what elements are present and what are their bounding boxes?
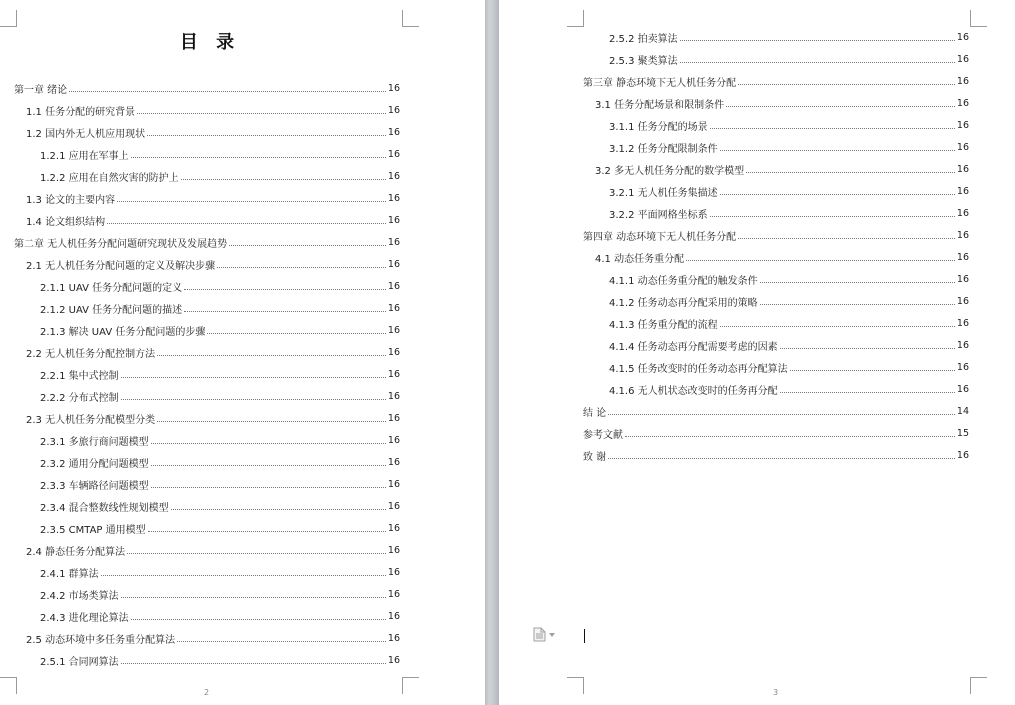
toc-leader-dots — [148, 531, 386, 532]
toc-entry-page: 16 — [956, 295, 969, 307]
toc-leader-dots — [184, 289, 386, 290]
document-page-left — [0, 0, 485, 705]
toc-leader-dots — [680, 62, 955, 63]
toc-leader-dots — [608, 458, 955, 459]
toc-entry[interactable] — [14, 561, 400, 583]
paste-options-button[interactable] — [533, 627, 555, 642]
toc-entry[interactable] — [14, 319, 400, 341]
toc-entry-label: 2.5 动态环境中多任务重分配算法 — [26, 634, 176, 646]
toc-entry-label: 2.4.2 市场类算法 — [40, 590, 119, 602]
toc-entry-page: 16 — [387, 170, 400, 182]
toc-entry-label: 2.3.4 混合整数线性规划模型 — [40, 502, 169, 514]
toc-leader-dots — [680, 40, 955, 41]
toc-leader-dots — [131, 619, 386, 620]
toc-entry-page: 16 — [387, 610, 400, 622]
dropdown-arrow-icon — [549, 633, 555, 637]
toc-leader-dots — [69, 91, 386, 92]
margin-corner-bottom-right — [970, 677, 987, 694]
toc-entry-page: 16 — [387, 236, 400, 248]
toc-entry-label: 2.3.3 车辆路径问题模型 — [40, 480, 149, 492]
toc-leader-dots — [101, 575, 386, 576]
toc-entry-label: 2.4.3 进化理论算法 — [40, 612, 129, 624]
toc-entry[interactable] — [14, 517, 400, 539]
toc-entry-page: 16 — [956, 273, 969, 285]
toc-leader-dots — [151, 487, 386, 488]
toc-leader-dots — [760, 304, 955, 305]
toc-entry-page: 16 — [387, 544, 400, 556]
toc-entry-page: 16 — [956, 97, 969, 109]
toc-entry-page: 16 — [956, 119, 969, 131]
toc-entry-label: 1.2.1 应用在军事上 — [40, 150, 129, 162]
toc-list-left — [14, 77, 400, 671]
toc-entry[interactable] — [583, 422, 969, 444]
toc-entry[interactable] — [14, 473, 400, 495]
toc-entry[interactable] — [14, 363, 400, 385]
toc-entry-label: 2.3.2 通用分配问题模型 — [40, 458, 149, 470]
page-number-right: 3 — [773, 688, 779, 697]
toc-entry-page: 16 — [387, 500, 400, 512]
toc-entry-page: 16 — [956, 383, 969, 395]
toc-entry-label: 2.4.1 群算法 — [40, 568, 99, 580]
toc-leader-dots — [127, 553, 386, 554]
toc-entry-label: 2.5.1 合同网算法 — [40, 656, 119, 668]
toc-entry[interactable] — [14, 385, 400, 407]
toc-entry-page: 16 — [387, 214, 400, 226]
toc-leader-dots — [121, 663, 386, 664]
toc-entry-page: 16 — [387, 654, 400, 666]
toc-entry-label: 4.1.6 无人机状态改变时的任务再分配 — [609, 385, 778, 397]
toc-entry-page: 16 — [387, 82, 400, 94]
toc-entry[interactable] — [14, 495, 400, 517]
toc-leader-dots — [157, 421, 386, 422]
toc-entry[interactable] — [14, 231, 400, 253]
toc-leader-dots — [720, 326, 955, 327]
toc-leader-dots — [177, 641, 386, 642]
toc-entry-page: 16 — [956, 185, 969, 197]
toc-entry-label: 3.1.2 任务分配限制条件 — [609, 143, 718, 155]
toc-entry-label: 2.1.2 UAV 任务分配问题的描述 — [40, 304, 183, 316]
toc-entry[interactable] — [14, 99, 400, 121]
toc-entry-label: 第四章 动态环境下无人机任务分配 — [583, 231, 737, 243]
toc-entry-label: 2.3.1 多旅行商问题模型 — [40, 436, 149, 448]
toc-entry[interactable] — [14, 165, 400, 187]
toc-title: 目 录 — [179, 32, 241, 53]
toc-leader-dots — [121, 377, 386, 378]
margin-corner-bottom-right — [402, 677, 419, 694]
toc-leader-dots — [625, 436, 955, 437]
toc-entry-label: 2.1.1 UAV 任务分配问题的定义 — [40, 282, 183, 294]
toc-entry[interactable] — [583, 114, 969, 136]
toc-leader-dots — [107, 223, 386, 224]
toc-entry-page: 16 — [387, 126, 400, 138]
toc-leader-dots — [780, 348, 955, 349]
toc-entry-page: 16 — [956, 53, 969, 65]
toc-leader-dots — [710, 216, 955, 217]
toc-entry-page: 16 — [387, 302, 400, 314]
toc-entry[interactable] — [583, 224, 969, 246]
toc-entry[interactable] — [14, 209, 400, 231]
toc-entry[interactable] — [14, 187, 400, 209]
toc-leader-dots — [720, 194, 955, 195]
toc-entry-label: 3.2.2 平面网格坐标系 — [609, 209, 708, 221]
toc-entry[interactable] — [14, 429, 400, 451]
toc-entry[interactable] — [14, 341, 400, 363]
toc-entry[interactable] — [14, 253, 400, 275]
toc-entry-page: 16 — [387, 368, 400, 380]
toc-entry[interactable] — [14, 451, 400, 473]
toc-entry[interactable] — [14, 297, 400, 319]
toc-leader-dots — [790, 370, 955, 371]
toc-entry-label: 2.2 无人机任务分配控制方法 — [26, 348, 156, 360]
toc-entry-label: 2.1 无人机任务分配问题的定义及解决步骤 — [26, 260, 216, 272]
margin-corner-bottom-left — [567, 677, 584, 694]
margin-corner-top-right — [402, 10, 419, 27]
toc-leader-dots — [171, 509, 386, 510]
document-page-right — [499, 0, 1015, 705]
toc-entry-label: 1.2.2 应用在自然灾害的防护上 — [40, 172, 179, 184]
toc-entry-label: 致 谢 — [583, 451, 607, 463]
toc-entry-page: 16 — [956, 31, 969, 43]
toc-leader-dots — [229, 245, 386, 246]
toc-entry-label: 第三章 静态环境下无人机任务分配 — [583, 77, 737, 89]
toc-entry[interactable] — [583, 180, 969, 202]
toc-entry-page: 15 — [956, 427, 969, 439]
toc-entry[interactable] — [14, 605, 400, 627]
toc-entry-page: 16 — [387, 456, 400, 468]
toc-leader-dots — [151, 443, 386, 444]
margin-corner-top-left — [567, 10, 584, 27]
toc-entry-page: 16 — [956, 251, 969, 263]
toc-leader-dots — [217, 267, 386, 268]
toc-entry[interactable] — [14, 143, 400, 165]
toc-entry-label: 2.3.5 CMTAP 通用模型 — [40, 524, 146, 536]
toc-leader-dots — [121, 597, 386, 598]
toc-entry-label: 4.1.4 任务动态再分配需要考虑的因素 — [609, 341, 778, 353]
toc-leader-dots — [746, 172, 955, 173]
toc-entry[interactable] — [14, 275, 400, 297]
toc-entry-page: 16 — [956, 229, 969, 241]
toc-entry-label: 1.1 任务分配的研究背景 — [26, 106, 136, 118]
toc-leader-dots — [137, 113, 386, 114]
toc-leader-dots — [686, 260, 955, 261]
toc-entry[interactable] — [583, 70, 969, 92]
toc-entry-label: 3.1 任务分配场景和限制条件 — [595, 99, 725, 111]
toc-leader-dots — [608, 414, 955, 415]
toc-entry[interactable] — [583, 268, 969, 290]
toc-entry-page: 16 — [956, 449, 969, 461]
toc-leader-dots — [121, 399, 386, 400]
toc-entry[interactable] — [14, 539, 400, 561]
toc-entry[interactable] — [583, 334, 969, 356]
toc-leader-dots — [207, 333, 386, 334]
toc-entry-page: 16 — [956, 207, 969, 219]
toc-entry[interactable] — [583, 400, 969, 422]
toc-entry-page: 16 — [956, 317, 969, 329]
toc-entry-page: 16 — [956, 361, 969, 373]
toc-entry-page: 16 — [956, 163, 969, 175]
toc-entry-label: 4.1 动态任务重分配 — [595, 253, 685, 265]
toc-entry-label: 2.5.2 拍卖算法 — [609, 33, 678, 45]
toc-entry-label: 4.1.3 任务重分配的流程 — [609, 319, 718, 331]
toc-entry[interactable] — [583, 246, 969, 268]
toc-entry-page: 16 — [956, 339, 969, 351]
toc-entry[interactable] — [14, 77, 400, 99]
toc-leader-dots — [117, 201, 386, 202]
toc-leader-dots — [760, 282, 955, 283]
toc-leader-dots — [738, 84, 955, 85]
toc-entry-page: 14 — [956, 405, 969, 417]
toc-leader-dots — [780, 392, 955, 393]
toc-entry-label: 结 论 — [583, 407, 607, 419]
toc-leader-dots — [184, 311, 386, 312]
toc-entry-label: 4.1.2 任务动态再分配采用的策略 — [609, 297, 758, 309]
toc-entry-page: 16 — [387, 566, 400, 578]
toc-entry[interactable] — [14, 627, 400, 649]
toc-entry-label: 2.1.3 解决 UAV 任务分配问题的步骤 — [40, 326, 206, 338]
toc-entry[interactable] — [583, 202, 969, 224]
toc-entry[interactable] — [583, 136, 969, 158]
toc-leader-dots — [181, 179, 386, 180]
toc-leader-dots — [726, 106, 955, 107]
toc-list-right — [583, 26, 969, 466]
toc-entry-label: 2.3 无人机任务分配模型分类 — [26, 414, 156, 426]
page-number-left: 2 — [204, 688, 210, 697]
toc-entry-page: 16 — [387, 148, 400, 160]
toc-entry-page: 16 — [387, 478, 400, 490]
toc-entry-page: 16 — [387, 434, 400, 446]
toc-leader-dots — [157, 355, 386, 356]
page-divider — [485, 0, 499, 705]
toc-entry-label: 2.5.3 聚类算法 — [609, 55, 678, 67]
toc-leader-dots — [710, 128, 955, 129]
toc-entry-label: 第二章 无人机任务分配问题研究现状及发展趋势 — [14, 238, 228, 250]
toc-entry-page: 16 — [387, 104, 400, 116]
toc-leader-dots — [720, 150, 955, 151]
toc-entry-page: 16 — [387, 522, 400, 534]
toc-entry-label: 3.2 多无人机任务分配的数学模型 — [595, 165, 745, 177]
toc-entry[interactable] — [583, 26, 969, 48]
toc-entry[interactable] — [14, 649, 400, 671]
toc-entry-label: 第一章 绪论 — [14, 84, 68, 96]
toc-entry[interactable] — [583, 356, 969, 378]
margin-corner-bottom-left — [0, 677, 17, 694]
toc-entry[interactable] — [14, 121, 400, 143]
toc-entry-label: 参考文献 — [583, 429, 623, 441]
toc-entry[interactable] — [583, 48, 969, 70]
toc-entry-label: 4.1.1 动态任务重分配的触发条件 — [609, 275, 758, 287]
toc-entry[interactable] — [14, 583, 400, 605]
toc-entry-label: 2.4 静态任务分配算法 — [26, 546, 126, 558]
toc-entry-page: 16 — [387, 632, 400, 644]
toc-entry-page: 16 — [956, 75, 969, 87]
toc-entry-page: 16 — [387, 346, 400, 358]
margin-corner-top-left — [0, 10, 17, 27]
toc-entry-page: 16 — [387, 390, 400, 402]
toc-entry-page: 16 — [387, 412, 400, 424]
toc-entry-label: 3.2.1 无人机任务集描述 — [609, 187, 718, 199]
toc-leader-dots — [131, 157, 386, 158]
toc-entry[interactable] — [583, 444, 969, 466]
toc-entry-page: 16 — [387, 192, 400, 204]
toc-entry[interactable] — [583, 92, 969, 114]
toc-entry-label: 1.2 国内外无人机应用现状 — [26, 128, 146, 140]
toc-entry[interactable] — [583, 158, 969, 180]
toc-entry-page: 16 — [387, 324, 400, 336]
toc-entry-label: 1.3 论文的主要内容 — [26, 194, 116, 206]
toc-entry-label: 2.2.1 集中式控制 — [40, 370, 119, 382]
toc-leader-dots — [147, 135, 386, 136]
toc-entry-label: 4.1.5 任务改变时的任务动态再分配算法 — [609, 363, 788, 375]
toc-entry-page: 16 — [387, 258, 400, 270]
toc-entry-label: 3.1.1 任务分配的场景 — [609, 121, 708, 133]
toc-entry-page: 16 — [387, 588, 400, 600]
toc-leader-dots — [738, 238, 955, 239]
toc-entry[interactable] — [583, 290, 969, 312]
toc-entry[interactable] — [583, 312, 969, 334]
toc-leader-dots — [151, 465, 386, 466]
text-cursor — [584, 629, 585, 643]
toc-entry-page: 16 — [387, 280, 400, 292]
toc-entry-label: 1.4 论文组织结构 — [26, 216, 106, 228]
margin-corner-top-right — [970, 10, 987, 27]
toc-entry[interactable] — [583, 378, 969, 400]
toc-entry-page: 16 — [956, 141, 969, 153]
toc-entry[interactable] — [14, 407, 400, 429]
toc-entry-label: 2.2.2 分布式控制 — [40, 392, 119, 404]
document-icon — [533, 627, 546, 642]
